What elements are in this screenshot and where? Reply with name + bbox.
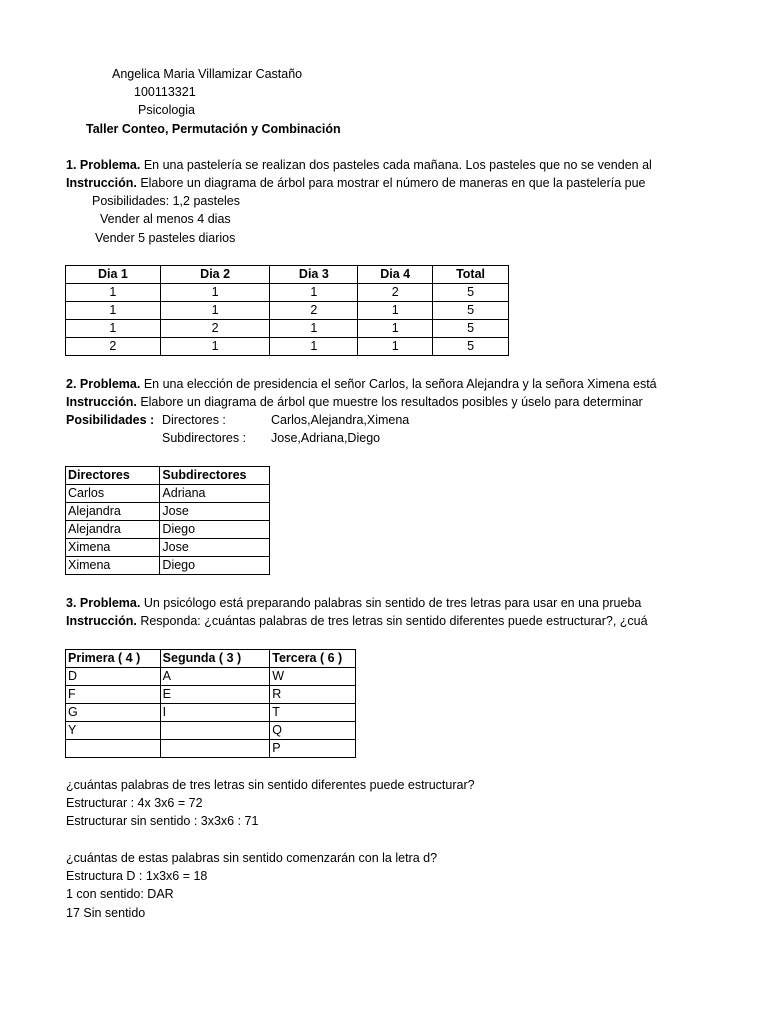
table-row: [66, 740, 356, 758]
header-cell: Tercera ( 6 ): [270, 650, 356, 668]
table-cell: Y: [66, 722, 161, 740]
table-row: [66, 302, 509, 320]
table-cell: 1: [66, 284, 161, 302]
letters-table-header: [66, 650, 356, 668]
table-row: [66, 503, 270, 521]
problem-3-text: Un psicólogo está preparando palabras sin sentido de tres letras para usar en una prueba: [140, 596, 642, 610]
table-cell: 1: [160, 284, 270, 302]
instruction-3-text: Responda: ¿cuántas palabras de tres letras sin sentido diferentes puede estructurar?, ¿cuá: [136, 614, 648, 628]
table-cell: Ximena: [66, 557, 160, 575]
p1-daily-sales: Vender 5 pasteles diarios: [95, 231, 236, 245]
answer-4: 1 con sentido: DAR: [66, 887, 174, 901]
p1-possibilities: Posibilidades: 1,2 pasteles: [92, 194, 241, 208]
table-row: [66, 338, 509, 356]
question-1: ¿cuántas palabras de tres letras sin sentido diferentes puede estructurar?: [66, 778, 475, 792]
table-cell: Diego: [160, 557, 270, 575]
problem-3-statement: [66, 594, 662, 612]
answer-2: Estructurar sin sentido : 3x3x6 : 71: [66, 814, 259, 828]
table-cell: P: [270, 740, 356, 758]
table-cell: 2: [160, 320, 270, 338]
table-row: [66, 521, 270, 539]
p2-subdirectors-label: Subdirectores :: [162, 431, 247, 445]
table-cell: 2: [270, 302, 358, 320]
table-cell: I: [160, 704, 270, 722]
question-2: ¿cuántas de estas palabras sin sentido comenzarán con la letra d?: [66, 851, 438, 865]
table-cell: 2: [66, 338, 161, 356]
author-name: Angelica Maria Villamizar Castaño: [112, 67, 303, 81]
table-cell: 1: [270, 338, 358, 356]
days-table: [65, 265, 509, 356]
header-cell: Dia 1: [66, 266, 161, 284]
table-cell: F: [66, 686, 161, 704]
problem-1-instruction: [66, 174, 662, 192]
instruction-1-text: Elabore un diagrama de árbol para mostrar el número de maneras en que la pastelería pue: [136, 176, 646, 190]
table-cell: 5: [433, 338, 509, 356]
problem-2-instruction: [66, 393, 662, 411]
table-cell: [160, 740, 270, 758]
table-cell: G: [66, 704, 161, 722]
table-cell: 5: [433, 320, 509, 338]
table-cell: Alejandra: [66, 521, 160, 539]
p2-directors-value: Carlos,Alejandra,Ximena: [271, 413, 410, 427]
table-row: [66, 539, 270, 557]
header-cell: Total: [433, 266, 509, 284]
header-cell: Dia 3: [270, 266, 358, 284]
table-cell: 5: [433, 284, 509, 302]
table-cell: Jose: [160, 503, 270, 521]
p2-directors-label: Directores :: [162, 413, 226, 427]
problem-2-statement: [66, 375, 662, 393]
p2-possibilities-label: Posibilidades :: [66, 413, 155, 427]
header-cell: Dia 4: [358, 266, 433, 284]
header-cell: Directores: [66, 467, 160, 485]
problem-2-label: 2. Problema.: [66, 377, 141, 391]
table-row: [66, 284, 509, 302]
table-cell: [66, 740, 161, 758]
header-cell: Dia 2: [160, 266, 270, 284]
table-row: [66, 320, 509, 338]
table-cell: 1: [358, 320, 433, 338]
answer-1: Estructurar : 4x 3x6 = 72: [66, 796, 203, 810]
problem-3-label: 3. Problema.: [66, 596, 141, 610]
answer-3: Estructura D : 1x3x6 = 18: [66, 869, 208, 883]
table-cell: 1: [160, 338, 270, 356]
table-cell: 1: [358, 338, 433, 356]
program-name: Psicologia: [138, 103, 195, 117]
table-cell: Jose: [160, 539, 270, 557]
table-cell: A: [160, 668, 270, 686]
table-row: [66, 557, 270, 575]
header-cell: Subdirectores: [160, 467, 270, 485]
table-row: [66, 668, 356, 686]
p2-subdirectors-value: Jose,Adriana,Diego: [271, 431, 381, 445]
table-cell: 1: [66, 320, 161, 338]
table-cell: Ximena: [66, 539, 160, 557]
days-table-header: [66, 266, 509, 284]
problem-1-text: En una pastelería se realizan dos pasteles cada mañana. Los pasteles que no se venden al: [140, 158, 652, 172]
table-cell: Alejandra: [66, 503, 160, 521]
table-cell: 1: [160, 302, 270, 320]
directors-table-header: [66, 467, 270, 485]
instruction-2-text: Elabore un diagrama de árbol que muestre los resultados posibles y úselo para determinar: [136, 395, 643, 409]
table-cell: E: [160, 686, 270, 704]
table-cell: Adriana: [160, 485, 270, 503]
table-cell: T: [270, 704, 356, 722]
table-cell: D: [66, 668, 161, 686]
letters-table: [65, 649, 356, 758]
header-cell: Primera ( 4 ): [66, 650, 161, 668]
instruction-2-label: Instrucción.: [66, 395, 137, 409]
table-cell: R: [270, 686, 356, 704]
problem-1-statement: [66, 156, 662, 174]
table-cell: Diego: [160, 521, 270, 539]
instruction-3-label: Instrucción.: [66, 614, 137, 628]
header-cell: Segunda ( 3 ): [160, 650, 270, 668]
table-cell: 1: [270, 320, 358, 338]
problem-1-label: 1. Problema.: [66, 158, 141, 172]
table-cell: 2: [358, 284, 433, 302]
answer-5: 17 Sin sentido: [66, 906, 146, 920]
table-row: [66, 686, 356, 704]
student-id: 100113321: [134, 85, 196, 99]
table-row: [66, 722, 356, 740]
table-cell: W: [270, 668, 356, 686]
table-row: [66, 485, 270, 503]
p1-min-days: Vender al menos 4 dias: [100, 212, 231, 226]
problem-3-instruction: [66, 612, 662, 630]
table-cell: 5: [433, 302, 509, 320]
table-cell: 1: [270, 284, 358, 302]
table-cell: Carlos: [66, 485, 160, 503]
problem-2-text: En una elección de presidencia el señor Carlos, la señora Alejandra y la señora Ximena está: [140, 377, 657, 391]
table-cell: [160, 722, 270, 740]
instruction-1-label: Instrucción.: [66, 176, 137, 190]
table-cell: 1: [358, 302, 433, 320]
workshop-title: Taller Conteo, Permutación y Combinación: [86, 122, 341, 136]
table-cell: 1: [66, 302, 161, 320]
table-cell: Q: [270, 722, 356, 740]
directors-table: [65, 466, 270, 575]
table-row: [66, 704, 356, 722]
